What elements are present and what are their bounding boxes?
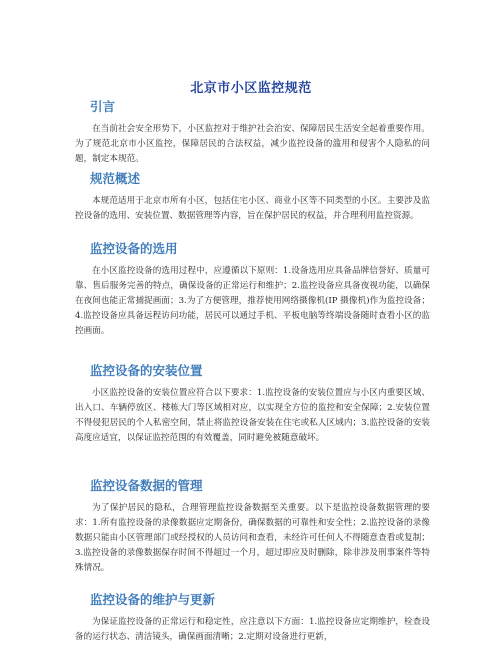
section-heading: 监控设备数据的管理: [90, 478, 203, 493]
section-overview: [75, 170, 430, 224]
section-body: 为了保护居民的隐私，合理管理监控设备数据至关重要。以下是监控设备数据管理的要求：1.所有监控设备的录像数据应定期备份，确保数据的可靠性和安全性；2.监控设备的录像数据只能由小区管理部门或经授权的人员访问和查看，未经许可任何人不得随意查看或复制；3.监控设备的录像数据保存时间不得超过一个月，超过即应及时删除，除非涉及刑事案件等特殊情况。: [75, 503, 430, 573]
section-body: 为保证监控设备的正常运行和稳定性，应注意以下方面：1.监控设备应定期维护，检查设备的运行状态、清洁镜头，确保画面清晰；2.定期对设备进行更新，: [75, 617, 430, 642]
section-introduction: [75, 98, 430, 167]
section-heading: 规范概述: [90, 171, 141, 186]
section-body: 在小区监控设备的选用过程中，应遵循以下原则：1.设备选用应具备品牌信誉好、质量可靠、售后服务完善的特点，确保设备的正常运行和维护；2.监控设备应具备夜视功能，以确保在夜间也能正常捕捉画面；3.为了方便管理，推荐使用网络摄像机(IP 摄像机)作为监控设备；4.监控设备应具备远程访问功能，居民可以通过手机、平板电脑等终端设备随时查看小区的监控画面。: [75, 266, 430, 336]
section-body: 本规范适用于北京市所有小区，包括住宅小区、商业小区等不同类型的小区。主要涉及监控设备的选用、安装位置、数据管理等内容，旨在保护居民的权益，并合理利用监控资源。: [75, 196, 430, 221]
section-heading: 引言: [90, 99, 116, 114]
section-heading: 监控设备的选用: [90, 241, 178, 256]
section-heading: 监控设备的安装位置: [90, 363, 203, 378]
section-data-management: [75, 477, 430, 576]
section-heading: 监控设备的维护与更新: [90, 592, 216, 607]
section-maintenance: [75, 591, 430, 645]
document-title: 北京市小区监控规范: [190, 81, 312, 96]
section-body: 在当前社会安全形势下，小区监控对于维护社会治安、保障居民生活安全起着重要作用。为了规范北京市小区监控，保障居民的合法权益，减少监控设备的滥用和侵害个人隐私的问题，制定本规范。: [75, 124, 430, 164]
section-installation-location: [75, 362, 430, 446]
section-body: 小区监控设备的安装位置应符合以下要求：1.监控设备的安装位置应与小区内重要区域、出入口、车辆停放区、楼栋大门等区域相对应，以实现全方位的监控和安全保障；2.安装位置不得侵犯居民的个人私密空间，禁止将监控设备安装在住宅或私人区域内；3.监控设备的安装高度应适宜，以保证监控范围的有效覆盖，同时避免被随意破坏。: [75, 388, 430, 443]
section-equipment-selection: [75, 240, 430, 339]
